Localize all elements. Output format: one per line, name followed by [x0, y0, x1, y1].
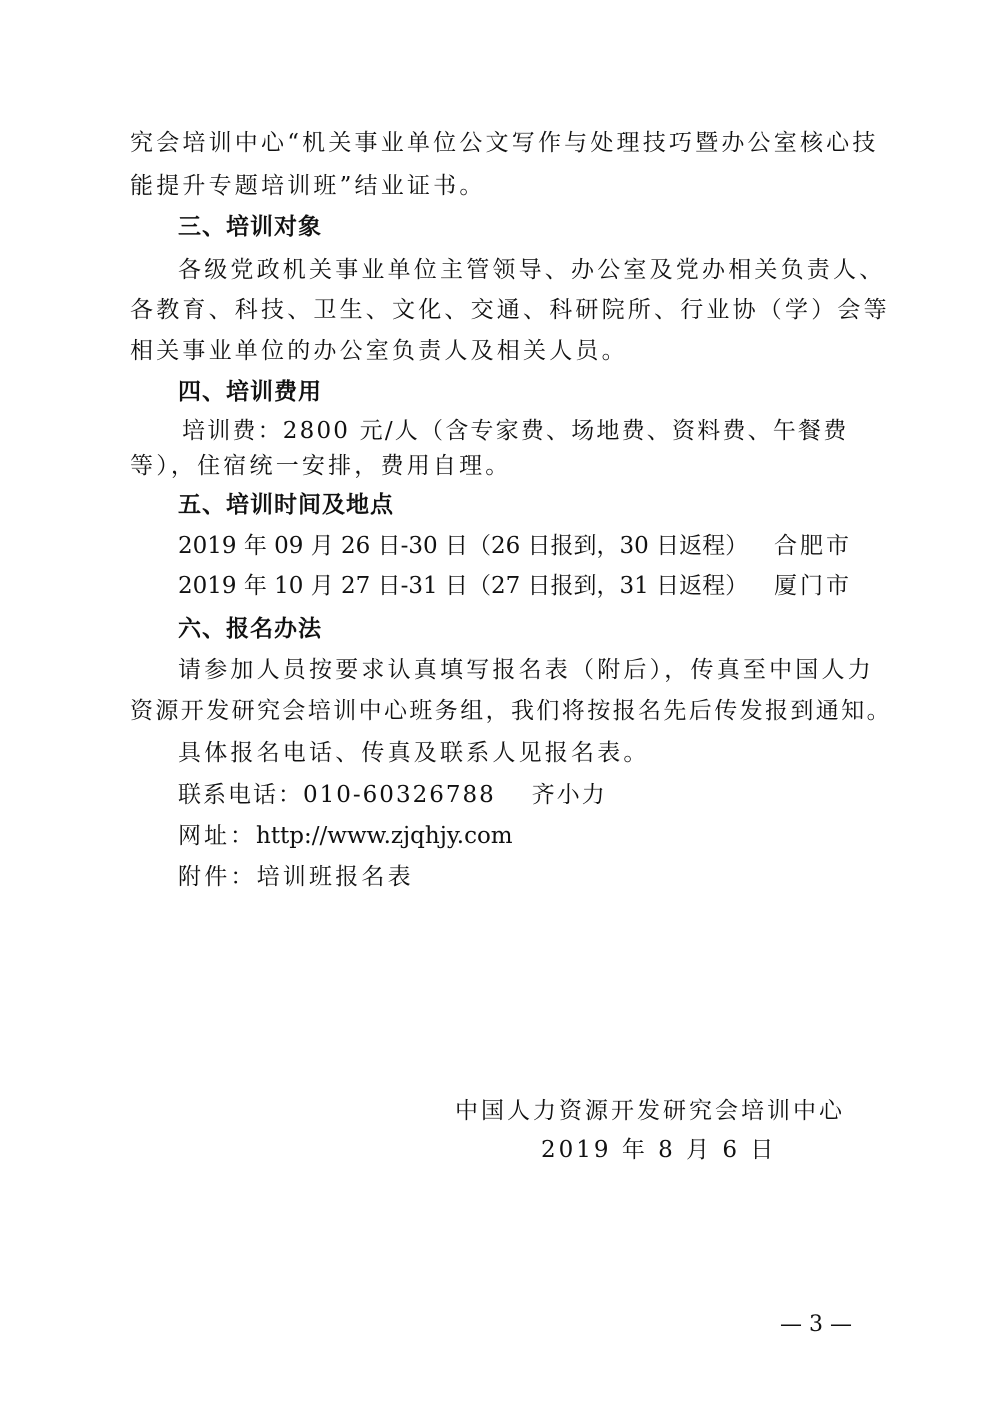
- schedule-row-hefei: [178, 531, 858, 561]
- phone-label: 联系电话：: [178, 782, 303, 808]
- intro-line-1: 究会培训中心“机关事业单位公文写作与处理技巧暨办公室核心技: [130, 130, 879, 156]
- section-heading-registration: 六、报名办法: [178, 616, 322, 642]
- schedule-dates: 2019 年 09 月 26 日-30 日（26 日报到，30 日返程）: [178, 533, 749, 559]
- audience-line-1: 各级党政机关事业单位主管领导、办公室及党办相关负责人、: [178, 257, 886, 283]
- contact-line: [178, 780, 865, 810]
- section-heading-audience: 三、培训对象: [178, 214, 322, 240]
- schedule-city: 合肥市: [774, 533, 852, 559]
- audience-line-3: 相关事业单位的办公室负责人及相关人员。: [130, 338, 628, 364]
- fees-line-1: 培训费：2800 元/人（含专家费、场地费、资料费、午餐费: [182, 418, 849, 444]
- schedule-dates: 2019 年 10 月 27 日-31 日（27 日报到，31 日返程）: [178, 573, 749, 599]
- schedule-city: 厦门市: [774, 573, 852, 599]
- website-link[interactable]: http://www.zjqhjy.com: [256, 823, 513, 849]
- registration-line-2: 资源开发研究会培训中心班务组，我们将按报名先后传发报到通知。: [130, 698, 892, 724]
- registration-line-1: 请参加人员按要求认真填写报名表（附后），传真至中国人力: [178, 657, 874, 683]
- attachment-line: 附件：培训班报名表: [178, 864, 414, 890]
- contact-person: 齐小力: [531, 782, 607, 808]
- phone-number: 010-60326788: [303, 782, 496, 808]
- signature-date: 2019 年 8 月 6 日: [541, 1137, 777, 1163]
- registration-line-3: 具体报名电话、传真及联系人见报名表。: [178, 740, 650, 766]
- page-number: — 3 —: [780, 1312, 852, 1337]
- website-label: 网址：: [178, 823, 256, 849]
- audience-line-2: 各教育、科技、卫生、文化、交通、科研院所、行业协（学）会等: [130, 297, 890, 323]
- website-line: [178, 821, 865, 851]
- signature-organization: 中国人力资源开发研究会培训中心: [455, 1098, 845, 1124]
- schedule-row-xiamen: [178, 571, 858, 601]
- fees-line-2: 等），住宿统一安排，费用自理。: [130, 453, 512, 479]
- section-heading-schedule: 五、培训时间及地点: [178, 492, 394, 518]
- intro-line-2: 能提升专题培训班”结业证书。: [130, 173, 486, 199]
- section-heading-fees: 四、培训费用: [178, 379, 322, 405]
